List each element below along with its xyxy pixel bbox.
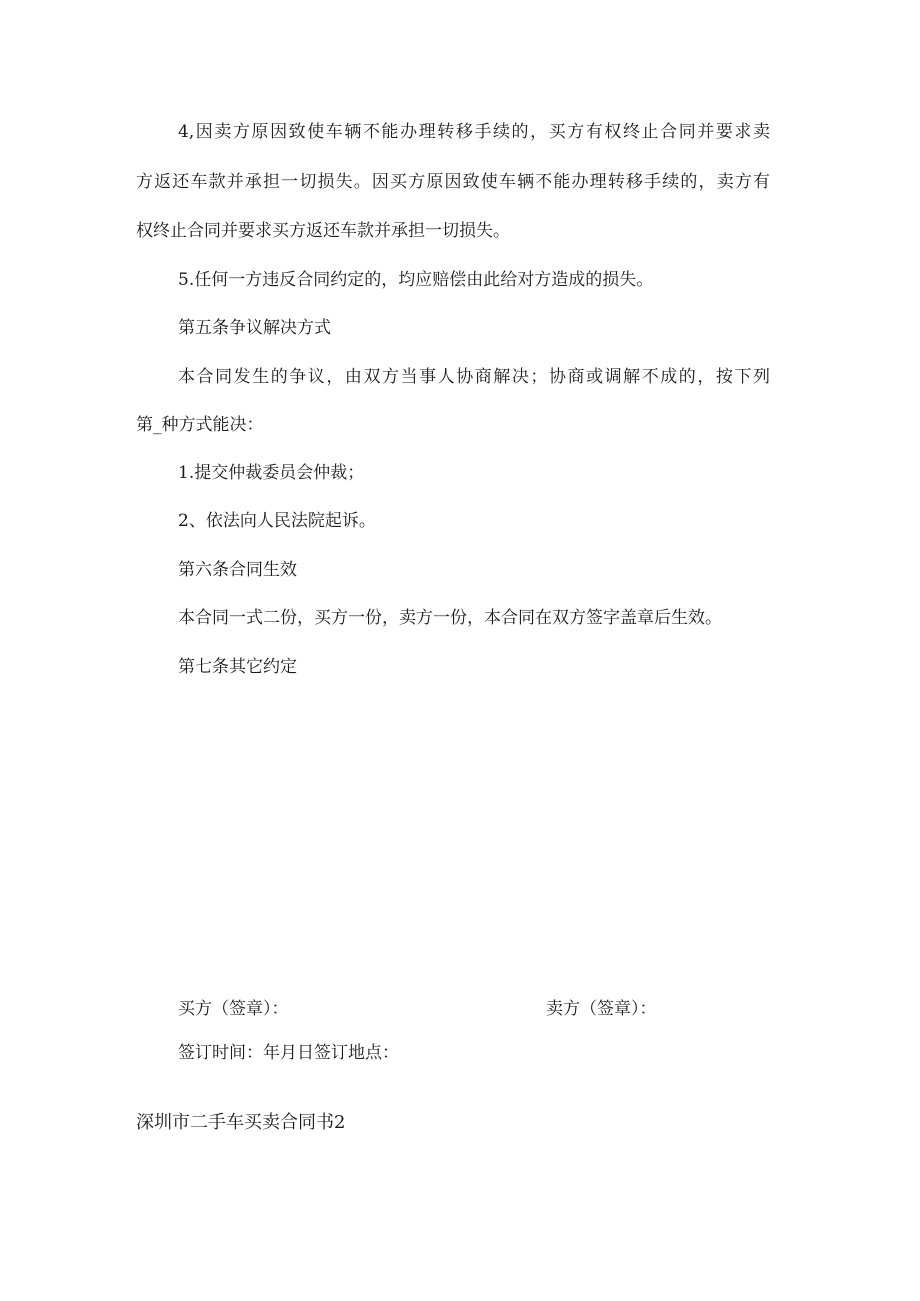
- article-5-heading: 第五条争议解决方式: [178, 318, 331, 338]
- clause-5: 5.任何一方违反合同约定的，均应赔偿由此给对方造成的损失。: [178, 270, 654, 290]
- article-6-paragraph: 本合同一式二份，买方一份，卖方一份，本合同在双方签字盖章后生效。: [178, 608, 722, 628]
- article-5-option-2: 2、依法向人民法院起诉。: [178, 511, 376, 531]
- seller-signature-label: 卖方（签章）：: [546, 999, 657, 1019]
- article-6-heading: 第六条合同生效: [178, 560, 297, 580]
- clause-4-line-3: 权终止合同并要求买方返还车款并承担一切损失。: [136, 221, 510, 241]
- article-5-paragraph-line-1: 本合同发生的争议，由双方当事人协商解决；协商或调解不成的，按下列: [178, 367, 770, 387]
- article-5-paragraph-line-2: 第_种方式能决：: [136, 415, 264, 435]
- article-7-heading: 第七条其它约定: [178, 657, 297, 677]
- signing-date-place: 签订时间：年月日签订地点：: [178, 1043, 399, 1063]
- clause-4-line-2: 方返还车款并承担一切损失。因买方原因致使车辆不能办理转移手续的，卖方有: [136, 172, 770, 192]
- buyer-signature-label: 买方（签章）：: [178, 999, 289, 1019]
- clause-4-line-1: 4,因卖方原因致使车辆不能办理转移手续的，买方有权终止合同并要求卖: [178, 122, 770, 142]
- next-document-title: 深圳市二手车买卖合同书2: [136, 1112, 346, 1133]
- article-5-option-1: 1.提交仲裁委员会仲裁；: [178, 463, 365, 483]
